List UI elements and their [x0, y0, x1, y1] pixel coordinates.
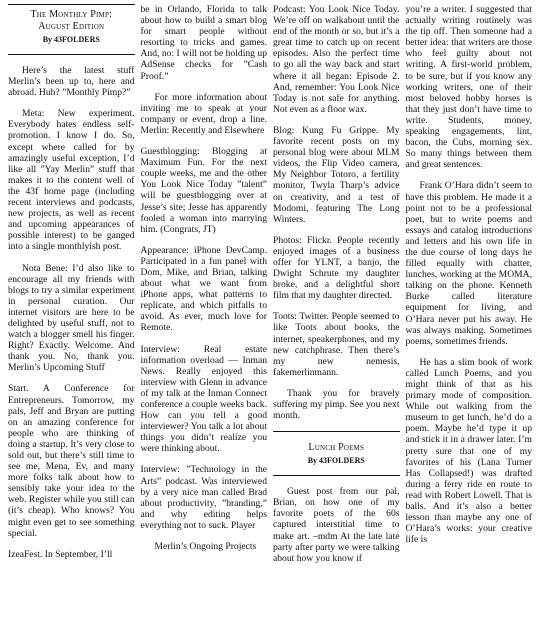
section-rule	[273, 431, 400, 432]
article-title-line2: August Edition	[38, 21, 105, 32]
column-3-article2-body	[273, 486, 400, 564]
paragraph: Interview: Real estate information overload — Inman News. Really enjoyed this interview with Glenn in advance of my talk at the Inman Connect conference a couple weeks back. How can you tell a good interviewer? You talk a lot about things you didn’t realize you were thinking about.	[140, 343, 267, 455]
paragraph: Toots: Twitter. People seemed to like Toots about books, the internet, speakerphones, and my new catchphrase. Then there’s my new nemesis, fakemerlinmann.	[273, 311, 400, 378]
paragraph: you’re a writer. I suggested that actually writing routinely was the tip off. Then someone had a better idea: that writers are those who feel guilty about not writing. A first-world problem, to be sure, but if you know any working writers, one of their most beloved hobby horses is that they just don’t have time to write. Students, money, speaking engagements, lint, bacon, the Cubs, morning sex. So many things between them and great sentences.	[405, 4, 532, 171]
paragraph: Thank you for bravely suffering my pimp. See you next month.	[273, 387, 400, 422]
title-rule	[8, 54, 135, 55]
paragraph: He has a slim book of work called Lunch Poems, and you might think of that as his primary mode of composition. While out walking from the museum to get lunch, he’d do a poem. Maybe he’d type it up and stick it in a drawer later. I’m pretty sure that one of my favorites of his (Lana Turner Has Collapsed!) was drafted during a ferry ride en route to read with Robert Lowell. That is balls. And it’s also a better lesson than maybe any one of O’Hara’s works: your creative life is	[405, 356, 532, 546]
paragraph: Podcast: You Look Nice Today. We’re off on walkabout until the end of the month or so, but it’s a great time to catch up on recent episodes. Also the perfect time to go all the way back and start where it all began: Episode 2. And, remember: You Look Nice Today is not safe for anything. Not even as a floor wax.	[273, 4, 400, 115]
column-2	[139, 4, 270, 631]
article-title-line1: The Monthly Pimp:	[30, 9, 113, 20]
paragraph: Photos: Flickr. People recently enjoyed images of a business offer for YLNT, a banjo, the Dwight Schrute my daughter broke, and a delightful short film that my daughter directed.	[273, 234, 400, 302]
paragraph: Nota Bene: I’d also like to encourage all my friends with blogs to try a similar experiment in personal curation. Our internet visitors are here to be delighted by useful stuff, not to watch a blogger smell his finger. Right? Exactly. Welcome. And thank you. No, thank you. Merlin’s Upcoming Stuff	[8, 262, 135, 374]
column-1-body	[8, 65, 135, 560]
paragraph: Here’s the latest stuff Merlin’s been up to, here and abroad. Huh? ”Monthly Pimp?”	[8, 65, 135, 99]
paragraph: Blog: Kung Fu Grippe. My favorite recent posts on my personal blog were about MLM videos, the Flip Video camera, My Neighbor Totoro, a fertility monitor, Twyla Tharp’s advice on creativity, and a test of Modomi, featuring The Long Winters.	[273, 124, 400, 225]
paragraph: For more information about inviting me to speak at your company or event, drop a line. Merlin: Recently and Elsewhere	[140, 91, 267, 136]
paragraph: IzeaFest. In September, I’ll	[8, 548, 113, 560]
column-1	[6, 4, 137, 631]
column-3	[271, 4, 402, 631]
article-byline: By 43FOLDERS	[42, 35, 100, 44]
paragraph: Appearance: iPhone DevCamp. Participated in a fun panel with Dom, Mike, and Brian, talking about what we want from iPhone apps, what patterns to replicate, and which pitfalls to avoid. As ever, much love for Remote.	[140, 244, 267, 334]
article2-byline: By 43FOLDERS	[307, 456, 365, 466]
paragraph: Start. A Conference for Entrepreneurs. Tomorrow, my pals, Jeff and Bryan are putting on an amazing conference for people who are thinking of doing a startup. It’s very close to sold out, but there’s still time to see me, Mena, Ev, and many more folks talk about how to sensibly take your idea to the web. Register while you still can (it’s cheap). Who knows? You might even get to see something special.	[8, 383, 135, 539]
paragraph: Guest post from our pal, Brian, on how one of my favorite poets of the 60s captured interstitial time to make art. –mdm At the late late party after party we were talking about how you know if	[273, 486, 400, 564]
paragraph: Interview: ”Technology in the Arts” podcast. Was interviewed by a very nice man called Brad about productivity, ”branding,” and why editing helps everything not to suck. Player	[140, 464, 267, 531]
paragraph: Merlin’s Ongoing Projects	[154, 541, 257, 553]
paragraph: Meta: New experiment. Everybody hates endless self-promotion. I know I do. So, except where called for by amazingly useful exception, I’d like all ”Yay Merlin” stuff that makes it to the content well of the 43f home page (including recent interviews and podcasts, new projects, as well as recent and upcoming appearances of possible interest) to be ganged into a single monthlyish post.	[8, 108, 135, 253]
article2-title: Lunch Poems	[308, 442, 365, 454]
paragraph: Frank O’Hara didn’t seem to have this problem. He made it a point not to be a professional poet, but to write poems and essays and catalog introductions and letters and his own life in the due course of long days he filled equally with chatter, lunches, working at the MOMA, talking on the phone. Kenneth Burke called literature equipment for living, and O’Hara never put his away. He was always making. Sometimes poems, sometimes friends.	[405, 180, 532, 347]
column-4-body	[406, 4, 533, 545]
paragraph: be in Orlando, Florida to talk about how to build a smart blog for smart people without resorting to tricks and games. And, no: I will not be holding up AdSense checks for ”Cash Proof.”	[140, 4, 267, 82]
article-title	[8, 9, 135, 33]
article2-title-rule	[273, 475, 400, 476]
top-rule	[8, 4, 135, 5]
column-3-body	[273, 4, 400, 421]
column-4	[404, 4, 535, 631]
column-2-body	[141, 4, 268, 552]
paragraph: Guestblogging: Blogging at Maximum Fun. For the next couple weeks, me and the other You Look Nice Today ”talent” will be guestblogging over at Jesse’s site; Jesse has apparently fooled a woman into marrying him. (Congrats, JT)	[140, 146, 267, 235]
